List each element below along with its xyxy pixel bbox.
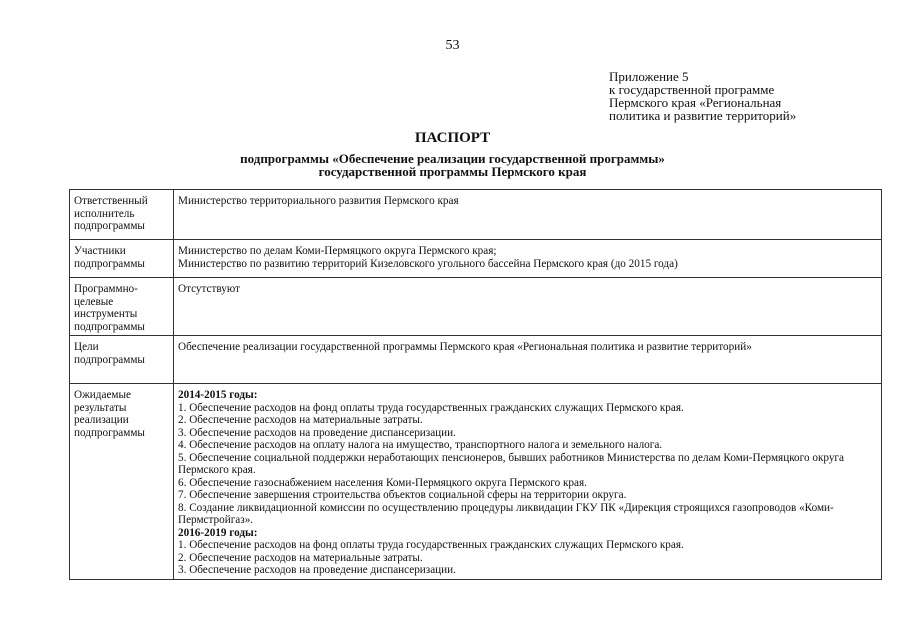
expected-results-cell: [174, 384, 882, 580]
appendix-line: политика и развитие территорий»: [609, 108, 797, 123]
result-item: 5. Обеспечение социальной поддержки неработающих пенсионеров, бывших работников Министерства по делам Коми-Пермяцкого округа Пермского края.: [178, 451, 844, 476]
result-item: 2. Обеспечение расходов на материальные затраты.: [178, 551, 423, 564]
result-item: 3. Обеспечение расходов на проведение диспансеризации.: [178, 564, 456, 576]
table-row: [70, 240, 882, 278]
row-label: Ожидаемые результаты реализации подпрограммы: [70, 384, 174, 580]
table-row: [70, 384, 882, 580]
result-item: 1. Обеспечение расходов на фонд оплаты труда государственных гражданских служащих Пермского края.: [178, 539, 684, 551]
result-item: 3. Обеспечение расходов на проведение диспансеризации.: [178, 426, 456, 439]
row-label: Участники подпрограммы: [70, 240, 174, 278]
value-line: Министерство по развитию территорий Кизеловского угольного бассейна Пермского края (до 2015 года): [178, 257, 678, 270]
row-value: [174, 240, 882, 278]
row-value: [174, 278, 882, 336]
subtitle-line: подпрограммы «Обеспечение реализации государственной программы»: [240, 151, 665, 166]
appendix-line: Пермского края «Региональная: [609, 95, 782, 110]
appendix-line: к государственной программе: [609, 82, 775, 97]
result-item: 7. Обеспечение завершения строительства объектов социальной сферы на территории округа.: [178, 489, 627, 501]
appendix-note: [609, 70, 796, 122]
result-item: 1. Обеспечение расходов на фонд оплаты труда государственных гражданских служащих Пермского края.: [178, 401, 684, 414]
row-label: Цели подпрограммы: [70, 336, 174, 384]
table-row: [70, 278, 882, 336]
value-line: Министерство территориального развития Пермского края: [178, 195, 459, 207]
appendix-line: Приложение 5: [609, 69, 689, 84]
row-label: Программно-целевые инструменты подпрограммы: [70, 278, 174, 336]
row-label: Ответственный исполнитель подпрограммы: [70, 190, 174, 240]
table-row: [70, 336, 882, 384]
page-number: 53: [445, 38, 460, 53]
document-title: ПАСПОРТ: [414, 130, 491, 146]
results-period-heading: 2014-2015 годы:: [178, 389, 258, 401]
document-subtitle: [0, 152, 905, 178]
passport-table: [69, 189, 882, 580]
result-item: 8. Создание ликвидационной комиссии по осуществлению процедуры ликвидации ГКУ ПК «Дирекция строящихся газопроводов «Коми-Пермстройгаз».: [178, 501, 834, 526]
row-value: [174, 336, 882, 384]
result-item: 2. Обеспечение расходов на материальные затраты.: [178, 414, 423, 426]
result-item: 6. Обеспечение газоснабжением населения Коми-Пермяцкого округа Пермского края.: [178, 476, 587, 489]
value-line: Министерство по делам Коми-Пермяцкого округа Пермского края;: [178, 245, 497, 257]
subtitle-line: государственной программы Пермского края: [318, 164, 587, 179]
value-line: Обеспечение реализации государственной программы Пермского края «Региональная политика и развитие территорий»: [178, 341, 752, 353]
table-row: [70, 190, 882, 240]
row-value: [174, 190, 882, 240]
result-item: 4. Обеспечение расходов на оплату налога на имущество, транспортного налога и земельного налога.: [178, 439, 663, 451]
results-period-heading: 2016-2019 годы:: [178, 526, 258, 539]
value-line: Отсутствуют: [178, 283, 240, 295]
